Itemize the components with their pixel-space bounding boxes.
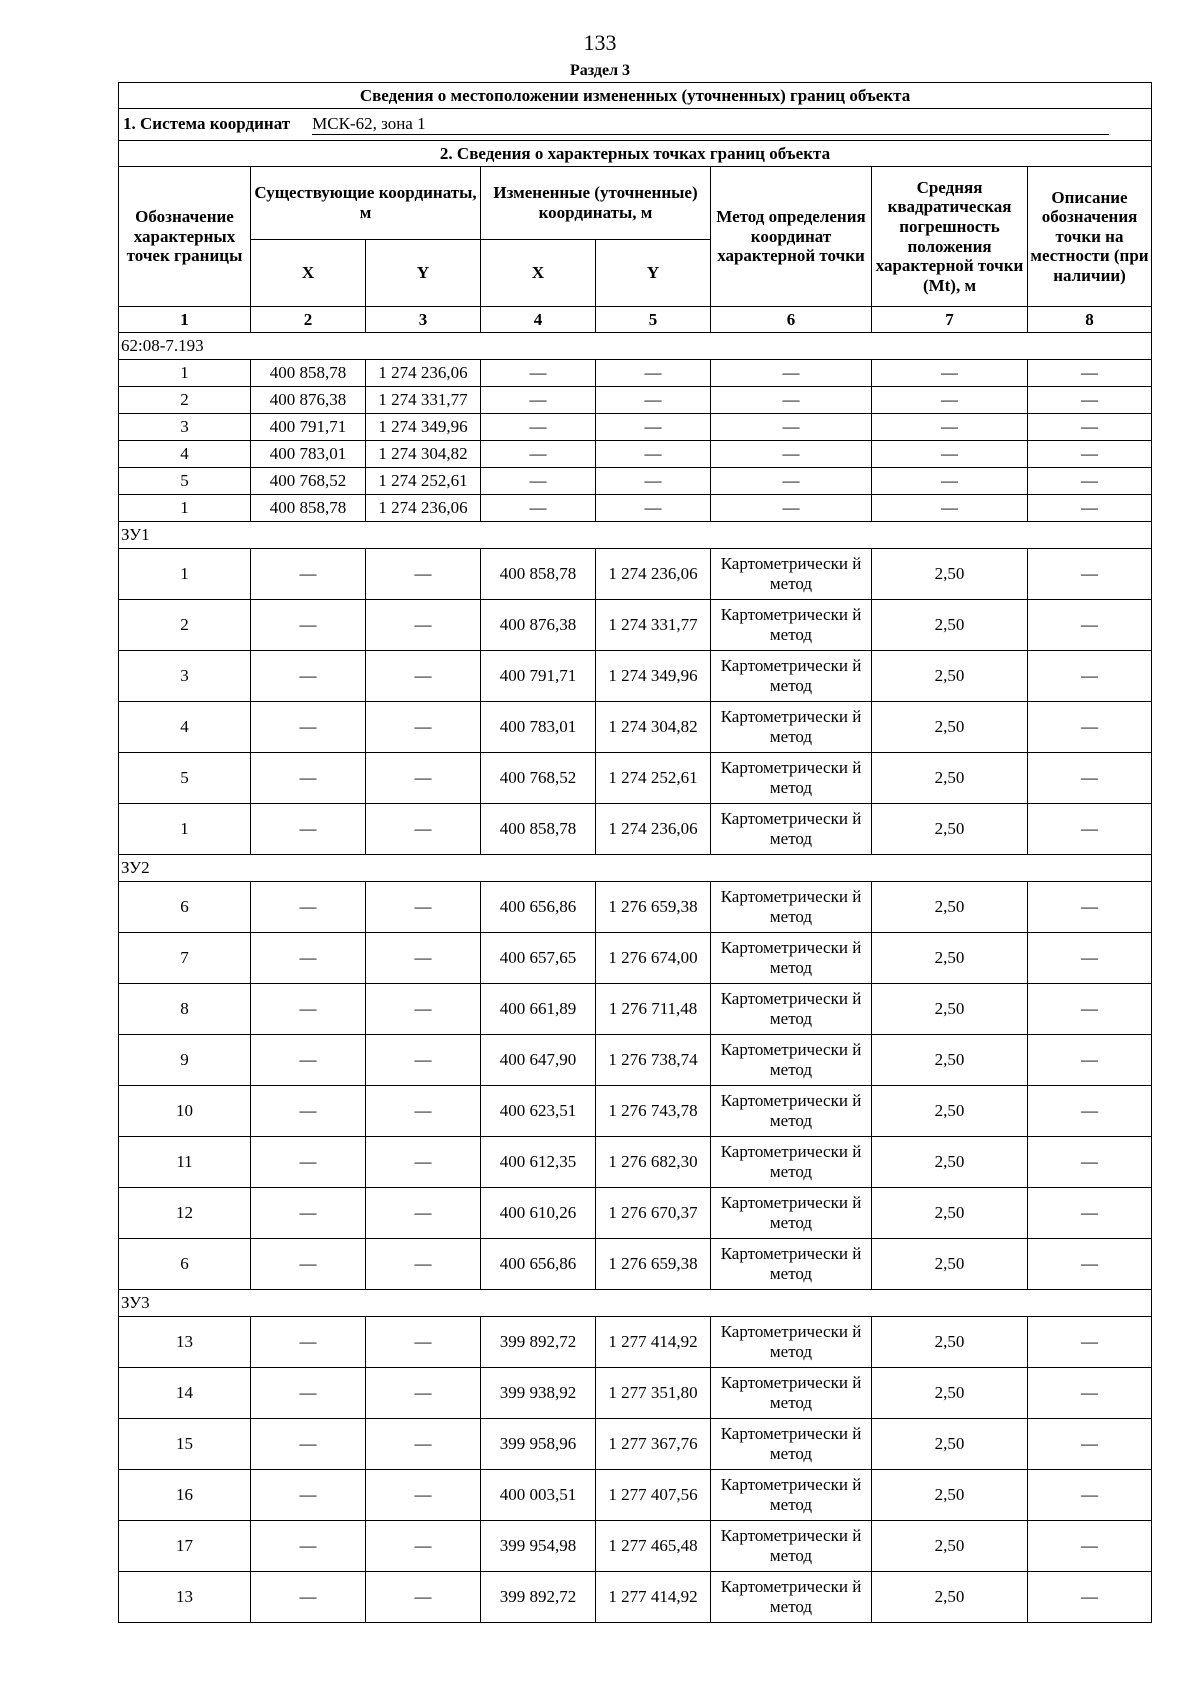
existing-x-cell: — [251, 651, 366, 702]
method-cell: Картометрически й метод [711, 1035, 872, 1086]
point-id-cell: 2 [119, 600, 251, 651]
existing-x-cell: — [251, 1521, 366, 1572]
table-title: Сведения о местоположении измененных (уточненных) границ объекта [119, 83, 1152, 109]
point-id-cell: 16 [119, 1470, 251, 1521]
point-id-cell: 1 [119, 549, 251, 600]
description-cell: — [1028, 360, 1152, 387]
changed-x-cell: 400 858,78 [481, 804, 596, 855]
existing-x-cell: 400 858,78 [251, 360, 366, 387]
description-cell: — [1028, 933, 1152, 984]
description-cell: — [1028, 495, 1152, 522]
point-id-cell: 5 [119, 753, 251, 804]
error-mt-cell: 2,50 [872, 1317, 1028, 1368]
changed-x-cell: 400 791,71 [481, 651, 596, 702]
method-cell: — [711, 441, 872, 468]
changed-x-cell: — [481, 387, 596, 414]
table-row [119, 1035, 1152, 1086]
method-cell: Картометрически й метод [711, 600, 872, 651]
error-mt-cell: 2,50 [872, 600, 1028, 651]
changed-x-cell: — [481, 495, 596, 522]
description-cell: — [1028, 441, 1152, 468]
description-cell: — [1028, 1239, 1152, 1290]
table-row [119, 600, 1152, 651]
column-number: 2 [251, 307, 366, 333]
changed-y-cell: 1 277 407,56 [596, 1470, 711, 1521]
table-row [119, 360, 1152, 387]
changed-x-cell: 399 892,72 [481, 1572, 596, 1623]
description-cell: — [1028, 600, 1152, 651]
group-row [119, 522, 1152, 549]
existing-x-cell: — [251, 1572, 366, 1623]
header-changed-y: Y [596, 240, 711, 307]
method-cell: Картометрически й метод [711, 1419, 872, 1470]
method-cell: Картометрически й метод [711, 549, 872, 600]
point-id-cell: 13 [119, 1317, 251, 1368]
changed-x-cell: 400 858,78 [481, 549, 596, 600]
error-mt-cell: 2,50 [872, 1521, 1028, 1572]
coord-system-value: МСК-62, зона 1 [312, 114, 1109, 135]
table-row [119, 441, 1152, 468]
description-cell: — [1028, 753, 1152, 804]
existing-y-cell: — [366, 1188, 481, 1239]
error-mt-cell: — [872, 495, 1028, 522]
error-mt-cell: 2,50 [872, 1035, 1028, 1086]
changed-y-cell: 1 274 331,77 [596, 600, 711, 651]
point-id-cell: 11 [119, 1137, 251, 1188]
point-id-cell: 15 [119, 1419, 251, 1470]
description-cell: — [1028, 1317, 1152, 1368]
group-name: 62:08-7.193 [119, 333, 1152, 360]
existing-y-cell: — [366, 1521, 481, 1572]
point-id-cell: 2 [119, 387, 251, 414]
table-row [119, 702, 1152, 753]
error-mt-cell: 2,50 [872, 753, 1028, 804]
error-mt-cell: — [872, 414, 1028, 441]
changed-x-cell: 400 656,86 [481, 882, 596, 933]
error-mt-cell: 2,50 [872, 1239, 1028, 1290]
changed-y-cell: — [596, 441, 711, 468]
existing-y-cell: 1 274 252,61 [366, 468, 481, 495]
existing-x-cell: 400 791,71 [251, 414, 366, 441]
error-mt-cell: 2,50 [872, 1368, 1028, 1419]
existing-y-cell: — [366, 702, 481, 753]
changed-x-cell: — [481, 360, 596, 387]
point-id-cell: 12 [119, 1188, 251, 1239]
changed-y-cell: 1 276 743,78 [596, 1086, 711, 1137]
header-point-designation: Обозначение характерных точек границы [119, 167, 251, 307]
changed-y-cell: 1 274 304,82 [596, 702, 711, 753]
table-row [119, 414, 1152, 441]
table-row [119, 882, 1152, 933]
existing-x-cell: — [251, 1317, 366, 1368]
changed-y-cell: 1 277 465,48 [596, 1521, 711, 1572]
description-cell: — [1028, 1086, 1152, 1137]
table-body [119, 333, 1152, 1623]
error-mt-cell: 2,50 [872, 933, 1028, 984]
existing-x-cell: — [251, 1239, 366, 1290]
changed-y-cell: 1 274 236,06 [596, 804, 711, 855]
description-cell: — [1028, 1035, 1152, 1086]
changed-x-cell: 400 768,52 [481, 753, 596, 804]
point-id-cell: 1 [119, 804, 251, 855]
existing-y-cell: — [366, 1572, 481, 1623]
existing-y-cell: — [366, 651, 481, 702]
changed-y-cell: 1 277 351,80 [596, 1368, 711, 1419]
method-cell: Картометрически й метод [711, 651, 872, 702]
error-mt-cell: 2,50 [872, 1419, 1028, 1470]
existing-x-cell: 400 768,52 [251, 468, 366, 495]
point-id-cell: 4 [119, 441, 251, 468]
column-number: 8 [1028, 307, 1152, 333]
method-cell: Картометрически й метод [711, 753, 872, 804]
error-mt-cell: — [872, 360, 1028, 387]
coord-system-row [119, 109, 1152, 141]
existing-y-cell: — [366, 984, 481, 1035]
changed-x-cell: 400 783,01 [481, 702, 596, 753]
changed-x-cell: 399 958,96 [481, 1419, 596, 1470]
header-existing-x: X [251, 240, 366, 307]
error-mt-cell: 2,50 [872, 984, 1028, 1035]
table-row [119, 804, 1152, 855]
changed-x-cell: 400 657,65 [481, 933, 596, 984]
header-error: Средняя квадратическая погрешность положения характерной точки (Mt), м [872, 167, 1028, 307]
table-row [119, 753, 1152, 804]
changed-x-cell: 400 647,90 [481, 1035, 596, 1086]
point-id-cell: 4 [119, 702, 251, 753]
existing-x-cell: — [251, 1086, 366, 1137]
existing-y-cell: — [366, 1470, 481, 1521]
table-row [119, 549, 1152, 600]
table-row [119, 984, 1152, 1035]
error-mt-cell: 2,50 [872, 1188, 1028, 1239]
points-title: 2. Сведения о характерных точках границ объекта [119, 141, 1152, 167]
point-id-cell: 13 [119, 1572, 251, 1623]
method-cell: Картометрически й метод [711, 933, 872, 984]
description-cell: — [1028, 1368, 1152, 1419]
existing-y-cell: — [366, 600, 481, 651]
changed-y-cell: 1 276 738,74 [596, 1035, 711, 1086]
changed-x-cell: — [481, 441, 596, 468]
existing-y-cell: — [366, 1368, 481, 1419]
point-id-cell: 6 [119, 882, 251, 933]
existing-x-cell: — [251, 1035, 366, 1086]
point-id-cell: 3 [119, 651, 251, 702]
table-row [119, 1470, 1152, 1521]
column-number: 1 [119, 307, 251, 333]
method-cell: Картометрически й метод [711, 1086, 872, 1137]
table-row [119, 1086, 1152, 1137]
error-mt-cell: 2,50 [872, 549, 1028, 600]
error-mt-cell: 2,50 [872, 804, 1028, 855]
existing-y-cell: — [366, 882, 481, 933]
existing-y-cell: — [366, 933, 481, 984]
method-cell: Картометрически й метод [711, 1368, 872, 1419]
changed-y-cell: — [596, 387, 711, 414]
column-number: 5 [596, 307, 711, 333]
header-changed-coords: Измененные (уточненные) координаты, м [481, 167, 711, 240]
changed-y-cell: 1 274 252,61 [596, 753, 711, 804]
method-cell: Картометрически й метод [711, 1188, 872, 1239]
existing-x-cell: — [251, 600, 366, 651]
changed-x-cell: — [481, 468, 596, 495]
description-cell: — [1028, 1572, 1152, 1623]
changed-y-cell: — [596, 468, 711, 495]
point-id-cell: 1 [119, 495, 251, 522]
error-mt-cell: 2,50 [872, 1137, 1028, 1188]
method-cell: Картометрически й метод [711, 1239, 872, 1290]
point-id-cell: 6 [119, 1239, 251, 1290]
header-description: Описание обозначения точки на местности (при наличии) [1028, 167, 1152, 307]
existing-x-cell: — [251, 933, 366, 984]
table-row [119, 1188, 1152, 1239]
existing-x-cell: — [251, 549, 366, 600]
error-mt-cell: — [872, 387, 1028, 414]
existing-y-cell: — [366, 549, 481, 600]
changed-y-cell: — [596, 360, 711, 387]
method-cell: — [711, 360, 872, 387]
method-cell: Картометрически й метод [711, 984, 872, 1035]
error-mt-cell: 2,50 [872, 1572, 1028, 1623]
description-cell: — [1028, 1419, 1152, 1470]
method-cell: Картометрически й метод [711, 804, 872, 855]
description-cell: — [1028, 1521, 1152, 1572]
method-cell: Картометрически й метод [711, 1572, 872, 1623]
existing-x-cell: — [251, 1419, 366, 1470]
description-cell: — [1028, 1137, 1152, 1188]
method-cell: Картометрически й метод [711, 1521, 872, 1572]
existing-y-cell: 1 274 349,96 [366, 414, 481, 441]
page-number: 133 [583, 30, 617, 55]
table-row [119, 1368, 1152, 1419]
group-name: ЗУ2 [119, 855, 1152, 882]
table-row [119, 468, 1152, 495]
point-id-cell: 5 [119, 468, 251, 495]
changed-x-cell: 400 610,26 [481, 1188, 596, 1239]
group-row [119, 855, 1152, 882]
group-row [119, 333, 1152, 360]
changed-y-cell: 1 276 682,30 [596, 1137, 711, 1188]
table-row [119, 1419, 1152, 1470]
error-mt-cell: 2,50 [872, 882, 1028, 933]
changed-y-cell: 1 276 711,48 [596, 984, 711, 1035]
point-id-cell: 8 [119, 984, 251, 1035]
header-changed-x: X [481, 240, 596, 307]
column-number: 4 [481, 307, 596, 333]
error-mt-cell: 2,50 [872, 702, 1028, 753]
changed-x-cell: 400 661,89 [481, 984, 596, 1035]
changed-y-cell: 1 276 670,37 [596, 1188, 711, 1239]
header-method: Метод определения координат характерной точки [711, 167, 872, 307]
changed-x-cell: 399 892,72 [481, 1317, 596, 1368]
table-row [119, 1572, 1152, 1623]
changed-x-cell: 400 656,86 [481, 1239, 596, 1290]
coord-system-label: 1. Система координат [123, 114, 291, 134]
changed-y-cell: — [596, 495, 711, 522]
description-cell: — [1028, 1470, 1152, 1521]
existing-x-cell: — [251, 753, 366, 804]
error-mt-cell: — [872, 441, 1028, 468]
description-cell: — [1028, 549, 1152, 600]
table-row [119, 1317, 1152, 1368]
method-cell: Картометрически й метод [711, 882, 872, 933]
existing-y-cell: 1 274 304,82 [366, 441, 481, 468]
existing-x-cell: 400 783,01 [251, 441, 366, 468]
changed-x-cell: — [481, 414, 596, 441]
method-cell: — [711, 414, 872, 441]
table-row [119, 1137, 1152, 1188]
table-row [119, 387, 1152, 414]
existing-y-cell: 1 274 331,77 [366, 387, 481, 414]
existing-x-cell: — [251, 804, 366, 855]
existing-y-cell: 1 274 236,06 [366, 495, 481, 522]
table-row [119, 495, 1152, 522]
method-cell: — [711, 495, 872, 522]
changed-x-cell: 399 954,98 [481, 1521, 596, 1572]
column-number: 3 [366, 307, 481, 333]
table-row [119, 651, 1152, 702]
existing-y-cell: 1 274 236,06 [366, 360, 481, 387]
changed-y-cell: 1 277 414,92 [596, 1572, 711, 1623]
existing-y-cell: — [366, 1137, 481, 1188]
description-cell: — [1028, 1188, 1152, 1239]
description-cell: — [1028, 984, 1152, 1035]
description-cell: — [1028, 468, 1152, 495]
existing-x-cell: — [251, 702, 366, 753]
existing-x-cell: — [251, 882, 366, 933]
point-id-cell: 10 [119, 1086, 251, 1137]
point-id-cell: 3 [119, 414, 251, 441]
group-row [119, 1290, 1152, 1317]
changed-y-cell: 1 276 674,00 [596, 933, 711, 984]
changed-y-cell: 1 277 414,92 [596, 1317, 711, 1368]
existing-y-cell: — [366, 1086, 481, 1137]
table-row [119, 1521, 1152, 1572]
method-cell: Картометрически й метод [711, 1137, 872, 1188]
column-number: 7 [872, 307, 1028, 333]
changed-x-cell: 400 876,38 [481, 600, 596, 651]
point-id-cell: 9 [119, 1035, 251, 1086]
header-existing-y: Y [366, 240, 481, 307]
point-id-cell: 14 [119, 1368, 251, 1419]
point-id-cell: 17 [119, 1521, 251, 1572]
method-cell: — [711, 468, 872, 495]
existing-x-cell: — [251, 1470, 366, 1521]
description-cell: — [1028, 414, 1152, 441]
header-existing-coords: Существующие координаты, м [251, 167, 481, 240]
changed-y-cell: 1 274 236,06 [596, 549, 711, 600]
description-cell: — [1028, 804, 1152, 855]
changed-x-cell: 400 003,51 [481, 1470, 596, 1521]
changed-x-cell: 400 623,51 [481, 1086, 596, 1137]
existing-y-cell: — [366, 753, 481, 804]
existing-y-cell: — [366, 1317, 481, 1368]
method-cell: Картометрически й метод [711, 1470, 872, 1521]
error-mt-cell: 2,50 [872, 1086, 1028, 1137]
changed-y-cell: 1 274 349,96 [596, 651, 711, 702]
existing-x-cell: 400 858,78 [251, 495, 366, 522]
changed-y-cell: 1 276 659,38 [596, 1239, 711, 1290]
point-id-cell: 1 [119, 360, 251, 387]
existing-y-cell: — [366, 1239, 481, 1290]
existing-x-cell: — [251, 1368, 366, 1419]
group-name: ЗУ3 [119, 1290, 1152, 1317]
existing-y-cell: — [366, 1035, 481, 1086]
description-cell: — [1028, 702, 1152, 753]
changed-x-cell: 399 938,92 [481, 1368, 596, 1419]
existing-y-cell: — [366, 1419, 481, 1470]
existing-x-cell: — [251, 1137, 366, 1188]
description-cell: — [1028, 882, 1152, 933]
method-cell: Картометрически й метод [711, 1317, 872, 1368]
description-cell: — [1028, 651, 1152, 702]
table-row [119, 1239, 1152, 1290]
table-row [119, 933, 1152, 984]
error-mt-cell: — [872, 468, 1028, 495]
point-id-cell: 7 [119, 933, 251, 984]
changed-y-cell: 1 277 367,76 [596, 1419, 711, 1470]
changed-x-cell: 400 612,35 [481, 1137, 596, 1188]
changed-y-cell: 1 276 659,38 [596, 882, 711, 933]
section-label: Раздел 3 [569, 62, 631, 79]
changed-y-cell: — [596, 414, 711, 441]
error-mt-cell: 2,50 [872, 1470, 1028, 1521]
column-number: 6 [711, 307, 872, 333]
existing-y-cell: — [366, 804, 481, 855]
description-cell: — [1028, 387, 1152, 414]
method-cell: Картометрически й метод [711, 702, 872, 753]
method-cell: — [711, 387, 872, 414]
boundary-points-table [118, 82, 1152, 1623]
group-name: ЗУ1 [119, 522, 1152, 549]
existing-x-cell: — [251, 984, 366, 1035]
existing-x-cell: — [251, 1188, 366, 1239]
error-mt-cell: 2,50 [872, 651, 1028, 702]
existing-x-cell: 400 876,38 [251, 387, 366, 414]
